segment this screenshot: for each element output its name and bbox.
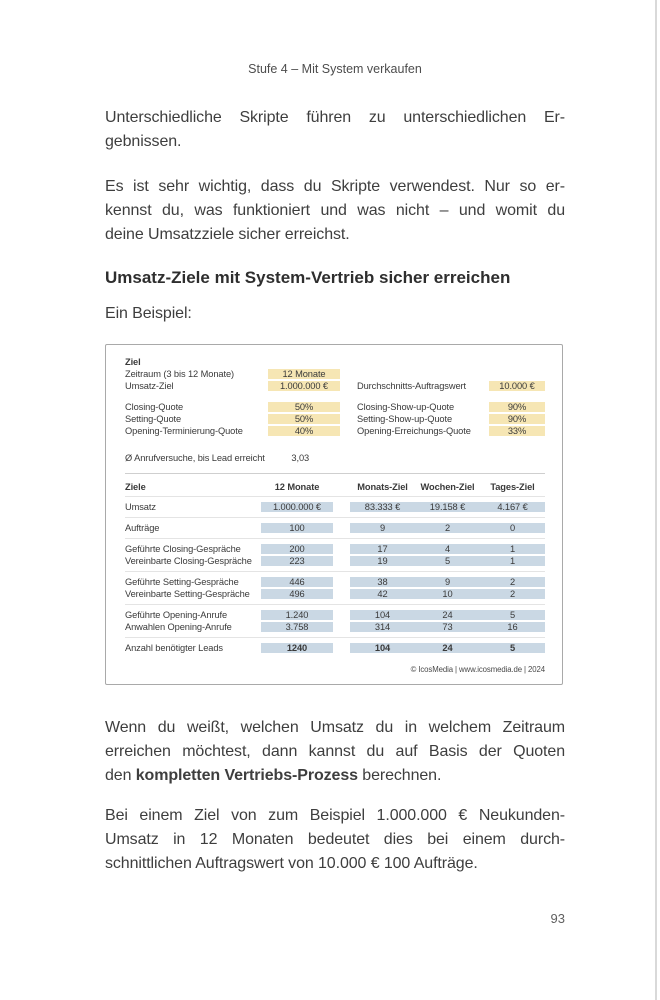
- table-row: [125, 413, 545, 425]
- value-cell: 200: [261, 544, 333, 554]
- value-cell: 2: [444, 523, 451, 533]
- value-cell: 2: [509, 589, 516, 599]
- example-intro: [105, 302, 565, 326]
- targets-header-row: [125, 481, 545, 493]
- value-cell: 17: [377, 544, 388, 554]
- page-edge-divider: [655, 0, 657, 1000]
- table-row: [125, 555, 545, 567]
- page-number: 93: [550, 911, 565, 926]
- text-line: Es ist sehr wichtig, dass du Skripte verwendest. Nur so er-: [105, 178, 565, 195]
- quota-value-cell: 40%: [268, 426, 340, 436]
- value-cell: 4.167 €: [497, 502, 528, 512]
- targets-header-section: [125, 473, 545, 496]
- revenue-goal-label: Umsatz-Ziel: [125, 381, 174, 391]
- quota-value-cell: 50%: [268, 402, 340, 412]
- value-cell: 4: [444, 544, 451, 554]
- value-cell: 5: [509, 643, 516, 653]
- quota-value-cell: 90%: [489, 414, 545, 424]
- value-cell: 223: [261, 556, 333, 566]
- row-label: Anzahl benötigter Leads: [125, 643, 223, 653]
- row-label: Vereinbarte Closing-Gespräche: [125, 556, 252, 566]
- value-cell: 1.000.000 €: [261, 502, 333, 512]
- row-label: Geführte Setting-Gespräche: [125, 577, 239, 587]
- value-cell: 42: [377, 589, 388, 599]
- quota-section: [125, 401, 545, 437]
- revenue-goal-value-cell: 1.000.000 €: [268, 381, 340, 391]
- call-attempts-value: 3,03: [291, 453, 310, 463]
- quota-label: Opening-Erreichungs-Quote: [357, 426, 471, 436]
- table-row: [125, 425, 545, 437]
- quota-label: Closing-Quote: [125, 402, 184, 412]
- column-header: 12 Monate: [274, 482, 320, 492]
- paragraph-2: [105, 175, 565, 247]
- table-row: [125, 576, 545, 588]
- targets-group-auftraege: [125, 517, 545, 538]
- figure-credit: © IcosMedia | www.icosmedia.de | 2024: [410, 665, 545, 674]
- table-row: [125, 609, 545, 621]
- text-segment: berechnen.: [357, 767, 442, 784]
- value-cell: 5: [509, 610, 516, 620]
- quota-label: Opening-Terminierung-Quote: [125, 426, 243, 436]
- column-header: Ziele: [125, 482, 146, 492]
- targets-group-leads: [125, 637, 545, 658]
- value-cell: 314: [374, 622, 391, 632]
- page-content: [105, 0, 565, 876]
- text-line: gebnissen.: [105, 133, 182, 150]
- goal-section: [125, 356, 545, 392]
- value-cell: 496: [261, 589, 333, 599]
- targets-group-umsatz: [125, 496, 545, 517]
- value-cell: 16: [507, 622, 518, 632]
- text-line: erreichen möchtest, dann kannst du auf Basis der Quoten: [105, 743, 565, 760]
- row-label: Geführte Opening-Anrufe: [125, 610, 228, 620]
- order-value-label: Durchschnitts-Auftragswert: [357, 381, 466, 391]
- running-header: Stufe 4 – Mit System verkaufen: [248, 62, 422, 76]
- bold-text-segment: kompletten Vertriebs-Prozess: [135, 767, 358, 784]
- quota-value-cell: 50%: [268, 414, 340, 424]
- section-heading: Umsatz-Ziele mit System-Vertrieb sicher erreichen: [105, 268, 511, 287]
- text-line: schnittlichen Auftragswert von 10.000 € 100 Aufträge.: [105, 855, 478, 872]
- value-cell: 24: [442, 643, 453, 653]
- paragraph-1: [105, 106, 565, 154]
- value-cell: 10: [442, 589, 453, 599]
- table-row: [125, 368, 545, 380]
- targets-group-opening: [125, 604, 545, 637]
- value-cell: 100: [261, 523, 333, 533]
- value-cell: 1240: [261, 643, 333, 653]
- text-line: Unterschiedliche Skripte führen zu unterschiedlichen Er-: [105, 109, 565, 126]
- value-cell: 38: [377, 577, 388, 587]
- targets-group-setting: [125, 571, 545, 604]
- paragraph-3: [105, 716, 565, 788]
- row-label: Vereinbarte Setting-Gespräche: [125, 589, 250, 599]
- order-value-cell: 10.000 €: [489, 381, 545, 391]
- value-cell: 0: [509, 523, 516, 533]
- value-cell: 104: [374, 610, 391, 620]
- quota-value-cell: 33%: [489, 426, 545, 436]
- value-cell: 83.333 €: [364, 502, 401, 512]
- table-row: [125, 543, 545, 555]
- text-line: Bei einem Ziel von zum Beispiel 1.000.000 € Neukunden-: [105, 807, 565, 824]
- value-cell: 19.158 €: [429, 502, 466, 512]
- text-segment: den: [105, 767, 136, 784]
- column-header: Tages-Ziel: [490, 482, 535, 492]
- paragraph-4: [105, 804, 565, 876]
- value-cell: 104: [374, 643, 391, 653]
- goal-title: Ziel: [125, 357, 141, 367]
- call-attempts-row: [125, 452, 545, 464]
- period-label: Zeitraum (3 bis 12 Monate): [125, 369, 235, 379]
- sales-targets-figure: [105, 344, 563, 685]
- value-cell: 19: [377, 556, 388, 566]
- quota-value-cell: 90%: [489, 402, 545, 412]
- row-label: Umsatz: [125, 502, 156, 512]
- value-cell: 2: [509, 577, 516, 587]
- period-value-cell: 12 Monate: [268, 369, 340, 379]
- text-line: Wenn du weißt, welchen Umsatz du in welchem Zeitraum: [105, 719, 565, 736]
- table-row: [125, 621, 545, 633]
- table-row: [125, 522, 545, 534]
- quota-label: Setting-Show-up-Quote: [357, 414, 453, 424]
- table-row: [125, 642, 545, 654]
- table-row: [125, 501, 545, 513]
- call-attempts-label: Ø Anrufversuche, bis Lead erreicht: [125, 453, 265, 463]
- value-cell: 3.758: [261, 622, 333, 632]
- text-line: deine Umsatzziele sicher erreichst.: [105, 226, 350, 243]
- column-header: Monats-Ziel: [357, 482, 408, 492]
- row-label: Geführte Closing-Gespräche: [125, 544, 241, 554]
- value-cell: 9: [379, 523, 386, 533]
- column-header: Wochen-Ziel: [420, 482, 475, 492]
- targets-group-closing: [125, 538, 545, 571]
- value-cell: 5: [444, 556, 451, 566]
- value-cell: 1: [509, 544, 516, 554]
- table-row: [125, 401, 545, 413]
- quota-label: Closing-Show-up-Quote: [357, 402, 455, 412]
- value-cell: 446: [261, 577, 333, 587]
- table-row: [125, 588, 545, 600]
- value-cell: 73: [442, 622, 453, 632]
- value-cell: 1.240: [261, 610, 333, 620]
- text-line: kennst du, was funktioniert und was nicht – und womit du: [105, 202, 565, 219]
- text-line: Umsatz in 12 Monaten bedeutet dies bei einem durch-: [105, 831, 565, 848]
- quota-label: Setting-Quote: [125, 414, 182, 424]
- value-cell: 9: [444, 577, 451, 587]
- row-label: Anwahlen Opening-Anrufe: [125, 622, 232, 632]
- value-cell: 24: [442, 610, 453, 620]
- row-label: Aufträge: [125, 523, 160, 533]
- value-cell: 1: [509, 556, 516, 566]
- text-line: Ein Beispiel:: [105, 305, 192, 322]
- text-line: [105, 764, 565, 788]
- table-row: [125, 380, 545, 392]
